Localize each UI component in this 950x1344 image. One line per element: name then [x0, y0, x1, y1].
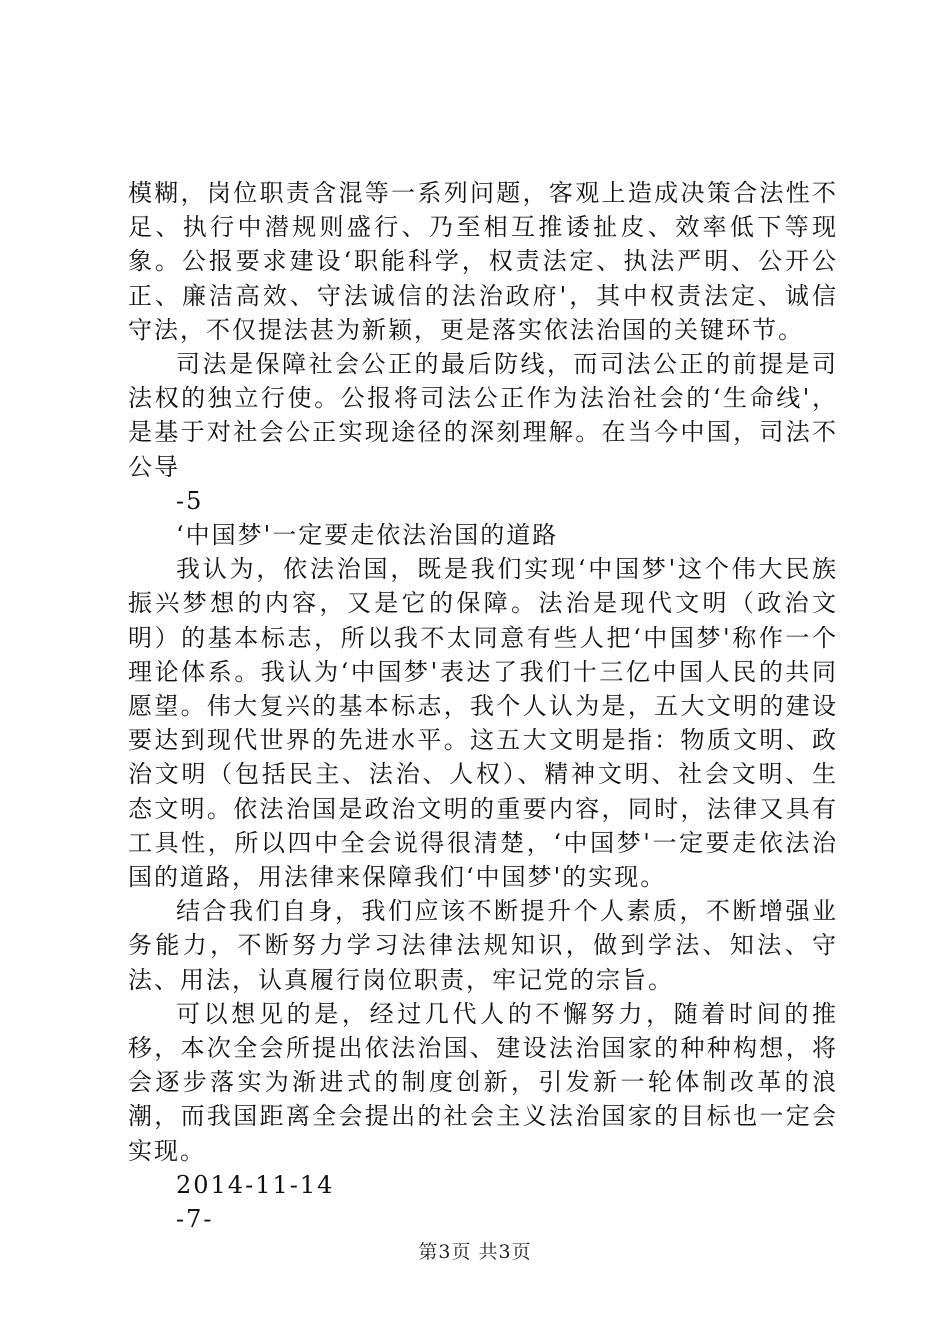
- paragraph-chinese-dream: 我认为，依法治国，既是我们实现‘中国梦'这个伟大民族振兴梦想的内容，又是它的保障。法治是现代文明（政治文明）的基本标志，所以我不太同意有些人把‘中国梦'称作一个理论体系。我认为‘中国梦'表达了我们十三亿中国人民的共同愿望。伟大复兴的基本标志，我个人认为是，五大文明的建设要达到现代世界的先进水平。这五大文明是指：物质文明、政治文明（包括民主、法治、人权）、精神文明、社会文明、生态文明。依法治国是政治文明的重要内容，同时，法律又具有工具性，所以四中全会说得很清楚，‘中国梦'一定要走依法治国的道路，用法律来保障我们‘中国梦'的实现。: [128, 555, 838, 892]
- document-date: 2014-11-14: [176, 1170, 335, 1199]
- section-heading: ‘中国梦'一定要走依法治国的道路: [176, 521, 559, 550]
- paragraph-self-improvement: 结合我们自身，我们应该不断提升个人素质，不断增强业务能力，不断努力学习法律法规知识，做到学法、知法、守法、用法，认真履行岗位职责，牢记党的宗旨。: [128, 897, 838, 994]
- page-marker-end: -7-: [176, 1205, 214, 1234]
- page-footer: 第3页 共3页: [418, 1241, 532, 1263]
- document-body: [128, 176, 838, 1236]
- page-marker: -5: [176, 486, 204, 515]
- paragraph-conclusion: 可以想见的是，经过几代人的不懈努力，随着时间的推移，本次全会所提出依法治国、建设法治国家的种种构想，将会逐步落实为渐进式的制度创新，引发新一轮体制改革的浪潮，而我国距离全会提出的社会主义法治国家的目标也一定会实现。: [128, 999, 838, 1165]
- paragraph-continued: 模糊，岗位职责含混等一系列问题，客观上造成决策合法性不足、执行中潜规则盛行、乃至相互推诿扯皮、效率低下等现象。公报要求建设‘职能科学，权责法定、执法严明、公开公正、廉洁高效、守法诚信的法治政府'，其中权责法定、诚信守法，不仅提法甚为新颖，更是落实依法治国的关键环节。: [128, 179, 838, 344]
- paragraph-judicial-fairness: 司法是保障社会公正的最后防线，而司法公正的前提是司法权的独立行使。公报将司法公正作为法治社会的‘生命线'，是基于对社会公正实现途径的深刻理解。在当今中国，司法不公导: [128, 350, 838, 481]
